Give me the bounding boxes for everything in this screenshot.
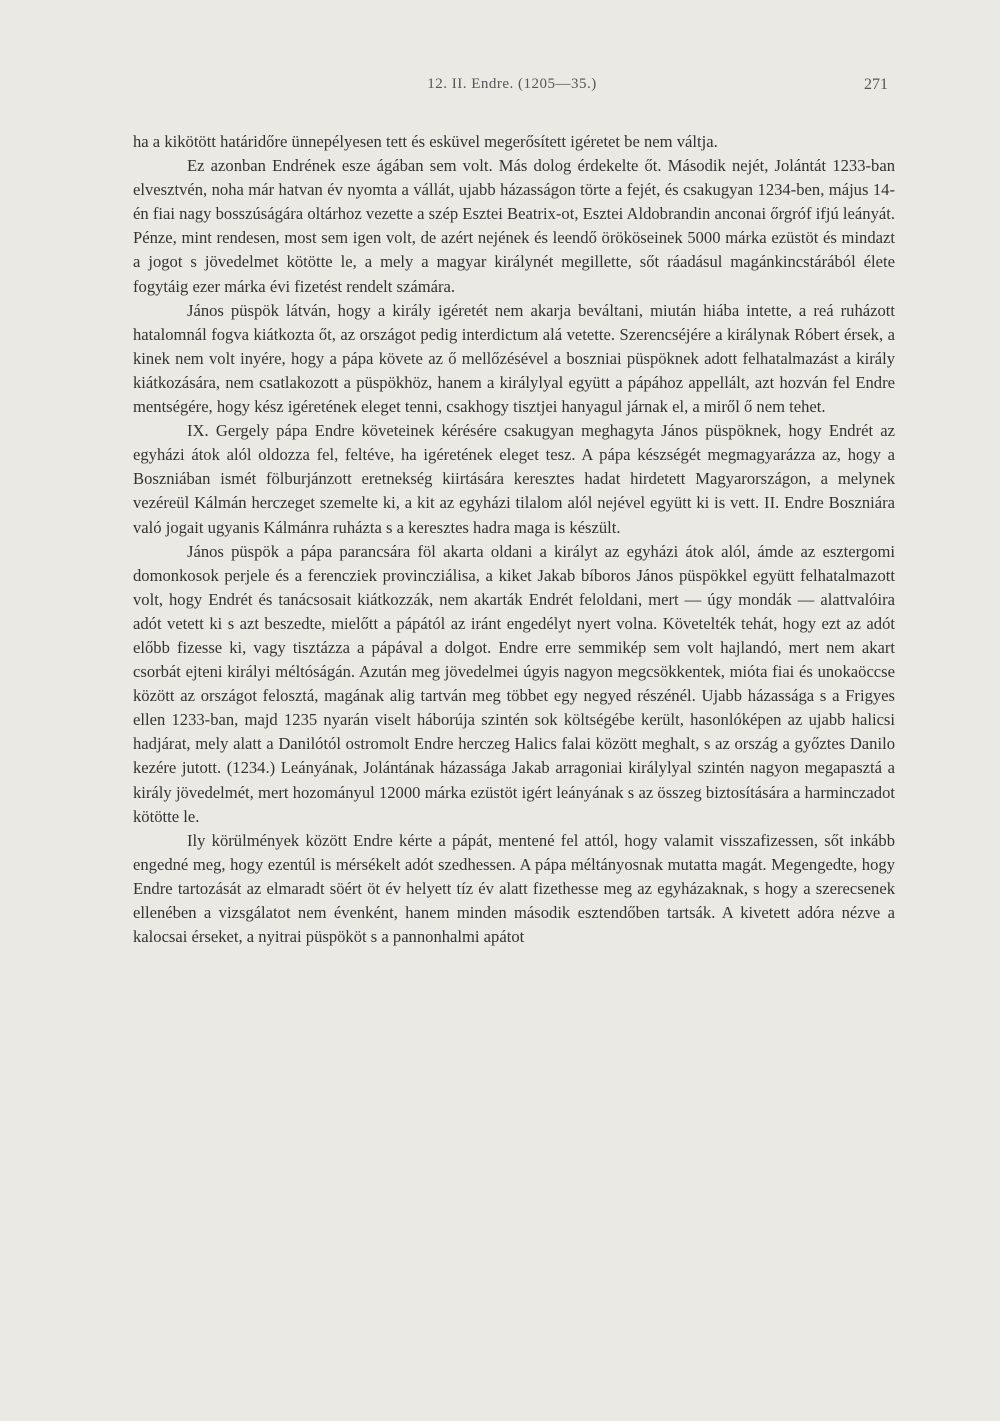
page-number: 271 [864,76,888,93]
paragraph: Ily körülmények között Endre kérte a pápát, mentené fel attól, hogy valamit visszafizessen, sőt inkább engedné meg, hogy ezentúl is mérsékelt adót szedhessen. A pápa méltányosnak mutatta magát. Megengedte, hogy Endre tartozását az elmaradt söért öt év helyett tíz év alatt fizethesse meg az egyházaknak, s hogy a szerecsenek ellenében a vizsgálatot nem évenként, hanem minden második esztendőben tartsák. A kivetett adóra nézve a kalocsai érseket, a nyitrai püspököt s a pannonhalmi apátot [133,830,895,947]
paragraph: ha a kikötött határidőre ünnepélyesen tett és esküvel megerősített igéretet be nem váltja. [133,132,718,151]
paragraph: IX. Gergely pápa Endre követeinek kérésére csakugyan meghagyta János püspöknek, hogy Endrét az egyházi átok alól oldozza fel, feltéve, ha igéretének eleget tesz. A pápa készségét megmagyarázza az, hogy a Boszniában ismét fölburjánzott eretnekség kiirtására keresztes hadat hirdetett Magyarországon, a melynek vezéreül Kálmán herczeget szemelte ki, a kit az egyházi tilalom alól nejével együtt ki is vett. II. Endre Boszniára való jogait ugyanis Kálmánra ruházta s a keresztes hadra maga is készült. [133,421,895,537]
paragraph: János püspök a pápa parancsára föl akarta oldani a királyt az egyházi átok alól, ámde az esztergomi domonkosok perjele és a ferencziek provincziálisa, a kiket Jakab bíboros János püspökkel együtt felhatalmazott volt, hogy Endrét és tanácsosait kiátkozzák, nem akarták Endrét feloldani, mert — úgy mondák — alattvalóira adót vetett ki s azt beszedte, mielőtt a pápától az iránt engedélyt nyert volna. Követelték tehát, hogy ezt az adót előbb fizesse ki, vagy tisztázza a pápával a dolgot. Endre erre semmikép sem volt hajlandó, mert nem akart csorbát ejteni királyi méltóságán. Azután meg jövedelmei úgyis nagyon megcsökkentek, mióta fiai és unokaöccse között az országot felosztá, magának alig tartván meg többet egy negyed részénél. Ujabb házassága s a Frigyes ellen 1233-ban, majd 1235 nyarán viselt háborúja szintén sok költségébe került, hasonlóképen az ujabb halicsi hadjárat, mely alatt a Danilótól ostromolt Endre herczeg Halics falai között meghalt, s az ország a győztes Danilo kezére jutott. (1234.) Leányának, Jolántának házassága Jakab arragoniai királylyal szintén nagyon megapasztá a király jövedelmét, mert hozományul 12000 márka ezüstöt igért leányának s az összeg biztosítására a harminczadot kötötte le. [133,541,895,826]
page-header [132,76,892,100]
paragraph: Ez azonban Endrének esze ágában sem volt. Más dolog érdekelte őt. Második nejét, Jolántát 1233-ban elvesztvén, noha már hatvan év nyomta a vállát, ujabb házasságon törte a fejét, és csakugyan 1234-ben, május 14-én fiai nagy bosszúságára oltárhoz vezette a szép Esztei Beatrix-ot, Esztei Aldobrandin anconai őrgróf ifjú leányát. Pénze, mint rendesen, most sem igen volt, de azért nejének és leendő örököseinek 5000 márka ezüstöt és mindazt a jogot s jövedelmet kötötte le, a mely a magyar királynét megillette, sőt ráadásul magánkincstárából élete fogytáig ezer márka évi fizetést rendelt számára. [133,156,895,296]
running-head: 12. II. Endre. (1205—35.) [427,76,597,92]
paragraph: János püspök látván, hogy a király igéretét nem akarja beváltani, miután hiába intette, a reá ruházott hatalomnál fogva kiátkozta őt, az országot pedig interdictum alá vetette. Szerencséjére a királynak Róbert érsek, a kinek nem volt inyére, hogy a pápa követe az ő mellőzésével a boszniai püspöknek adott felhatalmazást a király kiátkozására, nem csatlakozott a püspökhöz, hanem a királylyal együtt a pápához appellált, azt hozván fel Endre mentségére, hogy kész igéretének eleget tenni, csakhogy tisztjei hanyagul járnak el, a miről ő nem tehet. [133,300,895,417]
body-text [133,130,895,949]
